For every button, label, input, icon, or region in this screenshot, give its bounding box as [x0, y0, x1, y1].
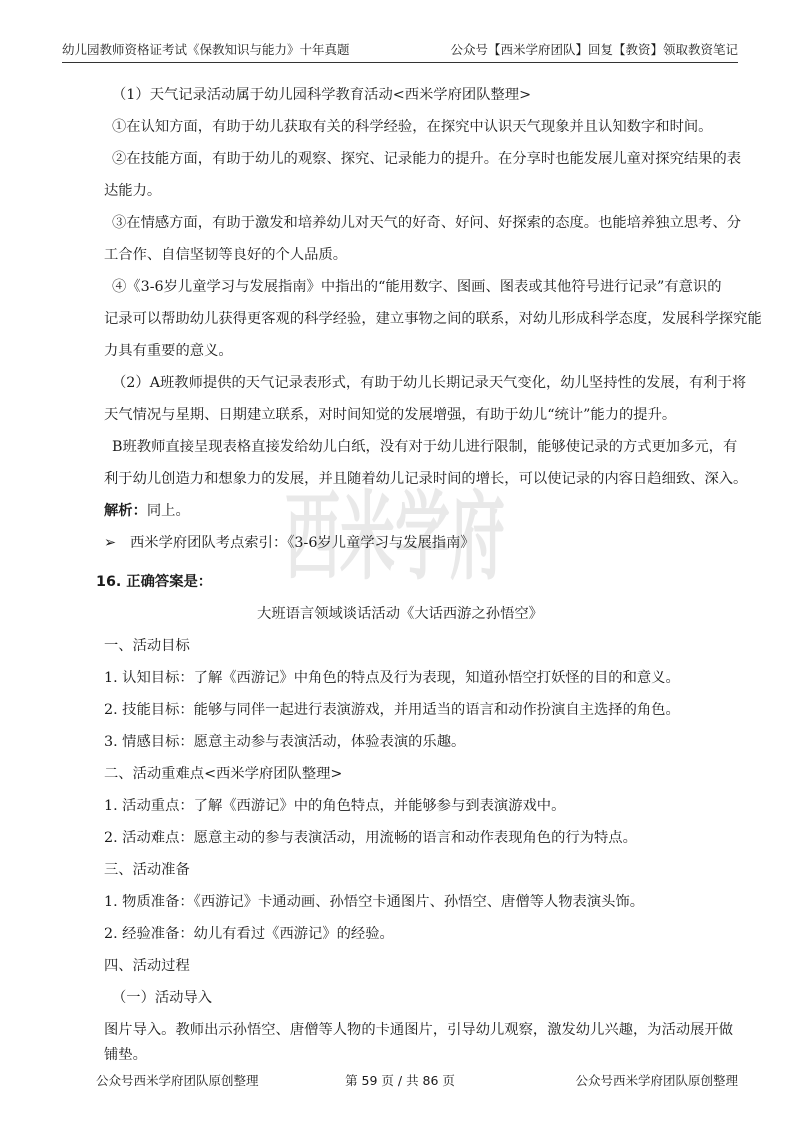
analysis-text: 同上。	[146, 503, 190, 519]
point-emotion-line2: 工合作、自信坚韧等良好的个人品质。	[104, 247, 348, 263]
question-16-answer-label: 16. 正确答案是：	[96, 574, 213, 590]
answer-part2-line2: 天气情况与星期、日期建立联系，对时间知觉的发展增强，有助于幼儿“统计”能力的提升。	[104, 407, 677, 423]
point-guide-line3: 力具有重要的意义。	[104, 343, 233, 359]
point-skill-line2: 达能力。	[104, 183, 162, 199]
intro-text-line2: 铺垫。	[104, 1047, 147, 1063]
header-left-title: 幼儿园教师资格证考试《保教知识与能力》十年真题	[62, 42, 350, 57]
answer-part2-line1: （2）A班教师提供的天气记录表形式，有助于幼儿长期记录天气变化，幼儿坚持性的发展，有利于将	[112, 375, 747, 391]
page-number: 第 59 页 / 共 86 页	[345, 1073, 455, 1088]
difficult-point: 2. 活动难点：愿意主动的参与表演活动，用流畅的语言和动作表现角色的行为特点。	[104, 830, 637, 846]
key-point: 1. 活动重点：了解《西游记》中的角色特点，并能够参与到表演游戏中。	[104, 798, 566, 814]
header-right-notice: 公众号【西米学府团队】回复【教资】领取教资笔记	[450, 42, 738, 57]
bullet-arrow-icon: ➢	[104, 535, 116, 551]
point-emotion-line1: ③在情感方面，有助于激发和培养幼儿对天气的好奇、好问、好探索的态度。也能培养独立思考、分	[112, 215, 742, 231]
index-reference	[104, 532, 738, 552]
class-b-line2: 利于幼儿创造力和想象力的发展，并且随着幼儿记录时间的增长，可以使记录的内容日趋细致、深入。	[104, 471, 748, 487]
section-preparation: 三、活动准备	[104, 862, 190, 878]
goal-emotion: 3. 情感目标：愿意主动参与表演活动，体验表演的乐趣。	[104, 734, 466, 750]
process-step-intro: （一）活动导入	[112, 990, 213, 1006]
analysis	[104, 500, 738, 520]
intro-text-line1: 图片导入。教师出示孙悟空、唐僧等人物的卡通图片，引导幼儿观察，激发幼儿兴趣，为活动展开做	[104, 1022, 734, 1038]
point-guide-line1: ④《3-6岁儿童学习与发展指南》中指出的“能用数字、图画、图表或其他符号进行记录”有意识的	[112, 279, 722, 295]
watermark-text: 西米学府	[285, 481, 505, 593]
analysis-label: 解析：	[104, 503, 147, 519]
page-footer	[0, 1071, 800, 1089]
section-goals: 一、活动目标	[104, 638, 190, 654]
activity-title: 大班语言领域谈话活动《大话西游之孙悟空》	[257, 606, 543, 622]
class-b-line1: B班教师直接呈现表格直接发给幼儿白纸，没有对于幼儿进行限制，能够使记录的方式更加多元，有	[112, 439, 738, 455]
footer-right: 公众号西米学府团队原创整理	[575, 1073, 738, 1088]
answer-part1-heading: （1）天气记录活动属于幼儿园科学教育活动<西米学府团队整理>	[112, 87, 532, 103]
prep-experience: 2. 经验准备：幼儿有看过《西游记》的经验。	[104, 926, 394, 942]
page-header	[62, 38, 738, 60]
header-divider	[62, 62, 738, 63]
goal-cognitive: 1. 认知目标：了解《西游记》中角色的特点及行为表现，知道孙悟空打妖怪的目的和意义。	[104, 670, 680, 686]
point-cognitive: ①在认知方面，有助于幼儿获取有关的科学经验，在探究中认识天气现象并且认知数字和时间。	[112, 119, 713, 135]
index-reference-text: 西米学府团队考点索引：《3-6岁儿童学习与发展指南》	[130, 535, 475, 551]
point-skill-line1: ②在技能方面，有助于幼儿的观察、探究、记录能力的提升。在分享时也能发展儿童对探究结果的表	[112, 151, 742, 167]
prep-material: 1. 物质准备：《西游记》卡通动画、孙悟空卡通图片、孙悟空、唐僧等人物表演头饰。	[104, 894, 645, 910]
footer-left: 公众号西米学府团队原创整理	[96, 1073, 259, 1088]
goal-skill: 2. 技能目标：能够与同伴一起进行表演游戏，并用适当的语言和动作扮演自主选择的角色。	[104, 702, 680, 718]
section-process: 四、活动过程	[104, 958, 190, 974]
point-guide-line2: 记录可以帮助幼儿获得更客观的科学经验，建立事物之间的联系，对幼儿形成科学态度，发展科学探究能	[104, 311, 762, 327]
section-key-points: 二、活动重难点<西米学府团队整理>	[104, 766, 343, 782]
